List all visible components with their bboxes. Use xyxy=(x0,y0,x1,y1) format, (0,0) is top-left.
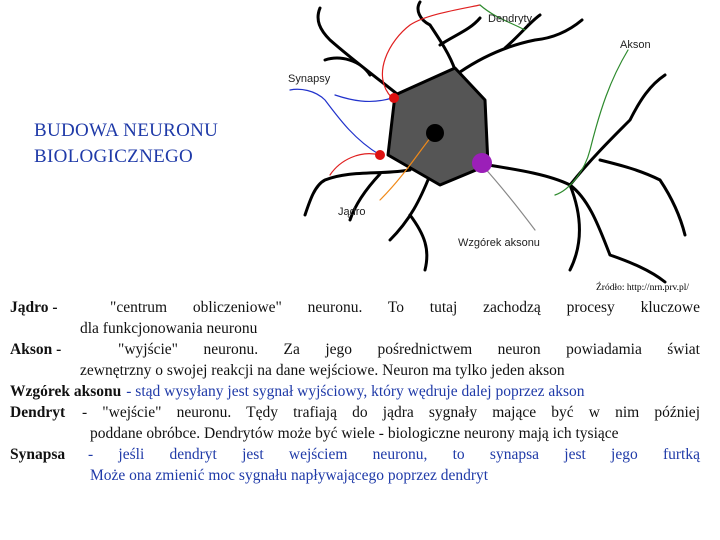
synapse-lower xyxy=(375,150,385,160)
synapse-upper xyxy=(389,93,399,103)
definition-akson xyxy=(10,339,700,381)
definitions-list xyxy=(10,297,700,486)
label-synapsy: Synapsy xyxy=(288,73,331,85)
label-akson: Akson xyxy=(620,39,651,51)
dendrite-upper-left xyxy=(318,8,402,98)
title-line-2: BIOLOGICZNEGO xyxy=(34,146,194,167)
definition-akson-text: "wyjście" neuronu. Za jego pośrednictwem neuron powiadamia świat xyxy=(118,341,700,358)
definition-jadro xyxy=(10,297,700,339)
definition-akson-line2: zewnętrzny o swojej reakcji na dane wejściowe. Neuron ma tylko jeden akson xyxy=(80,362,565,379)
definition-jadro-line2: dla funkcjonowania neuronu xyxy=(80,320,258,337)
definition-synapsa xyxy=(10,444,700,486)
axon-hillock xyxy=(472,153,492,173)
nucleus xyxy=(426,124,444,142)
definition-synapsa-text: - jeśli dendryt jest wejściem neuronu, to synapsa jest jego furtką xyxy=(88,446,700,463)
source-caption: Źródło: http://nrn.prv.pl/ xyxy=(596,283,690,293)
definition-dendryt-line2: poddane obróbce. Dendrytów może być wiele - biologiczne neurony mają ich tysiące xyxy=(90,425,619,442)
definition-wzgorek xyxy=(10,381,700,402)
term-akson: Akson - xyxy=(10,341,62,358)
term-jadro: Jądro - xyxy=(10,299,58,316)
label-wzgorek: Wzgórek aksonu xyxy=(458,237,540,249)
definition-synapsa-line2: Może ona zmienić moc sygnału napływającego poprzez dendryt xyxy=(90,467,489,484)
definition-wzgorek-text: - stąd wysyłany jest sygnał wyjściowy, który wędruje dalej poprzez akson xyxy=(126,383,585,400)
definition-dendryt xyxy=(10,402,700,444)
definition-dendryt-text: - "wejście" neuronu. Tędy trafiają do jądra sygnały mające być w nim później xyxy=(82,404,700,421)
green-axon-line xyxy=(555,50,628,195)
slide-title xyxy=(34,118,294,170)
term-wzgorek: Wzgórek aksonu xyxy=(10,383,122,400)
term-dendryt: Dendryt xyxy=(10,404,66,421)
axon xyxy=(488,75,685,282)
blue-synapse-line xyxy=(290,89,380,155)
definition-jadro-text: "centrum obliczeniowe" neuronu. To tutaj zachodzą procesy kluczowe xyxy=(110,299,700,316)
term-synapsa: Synapsa xyxy=(10,446,66,463)
dendrite-bottom xyxy=(390,175,430,270)
title-line-1: BUDOWA NEURONU xyxy=(34,120,219,141)
gray-hillock-line xyxy=(482,165,535,230)
dendrite-top xyxy=(418,2,480,70)
label-dendryty: Dendryty xyxy=(488,13,533,25)
blue-synapse-line-2 xyxy=(335,95,392,101)
neuron-diagram xyxy=(270,0,710,290)
label-jadro: Jądro xyxy=(338,206,366,218)
